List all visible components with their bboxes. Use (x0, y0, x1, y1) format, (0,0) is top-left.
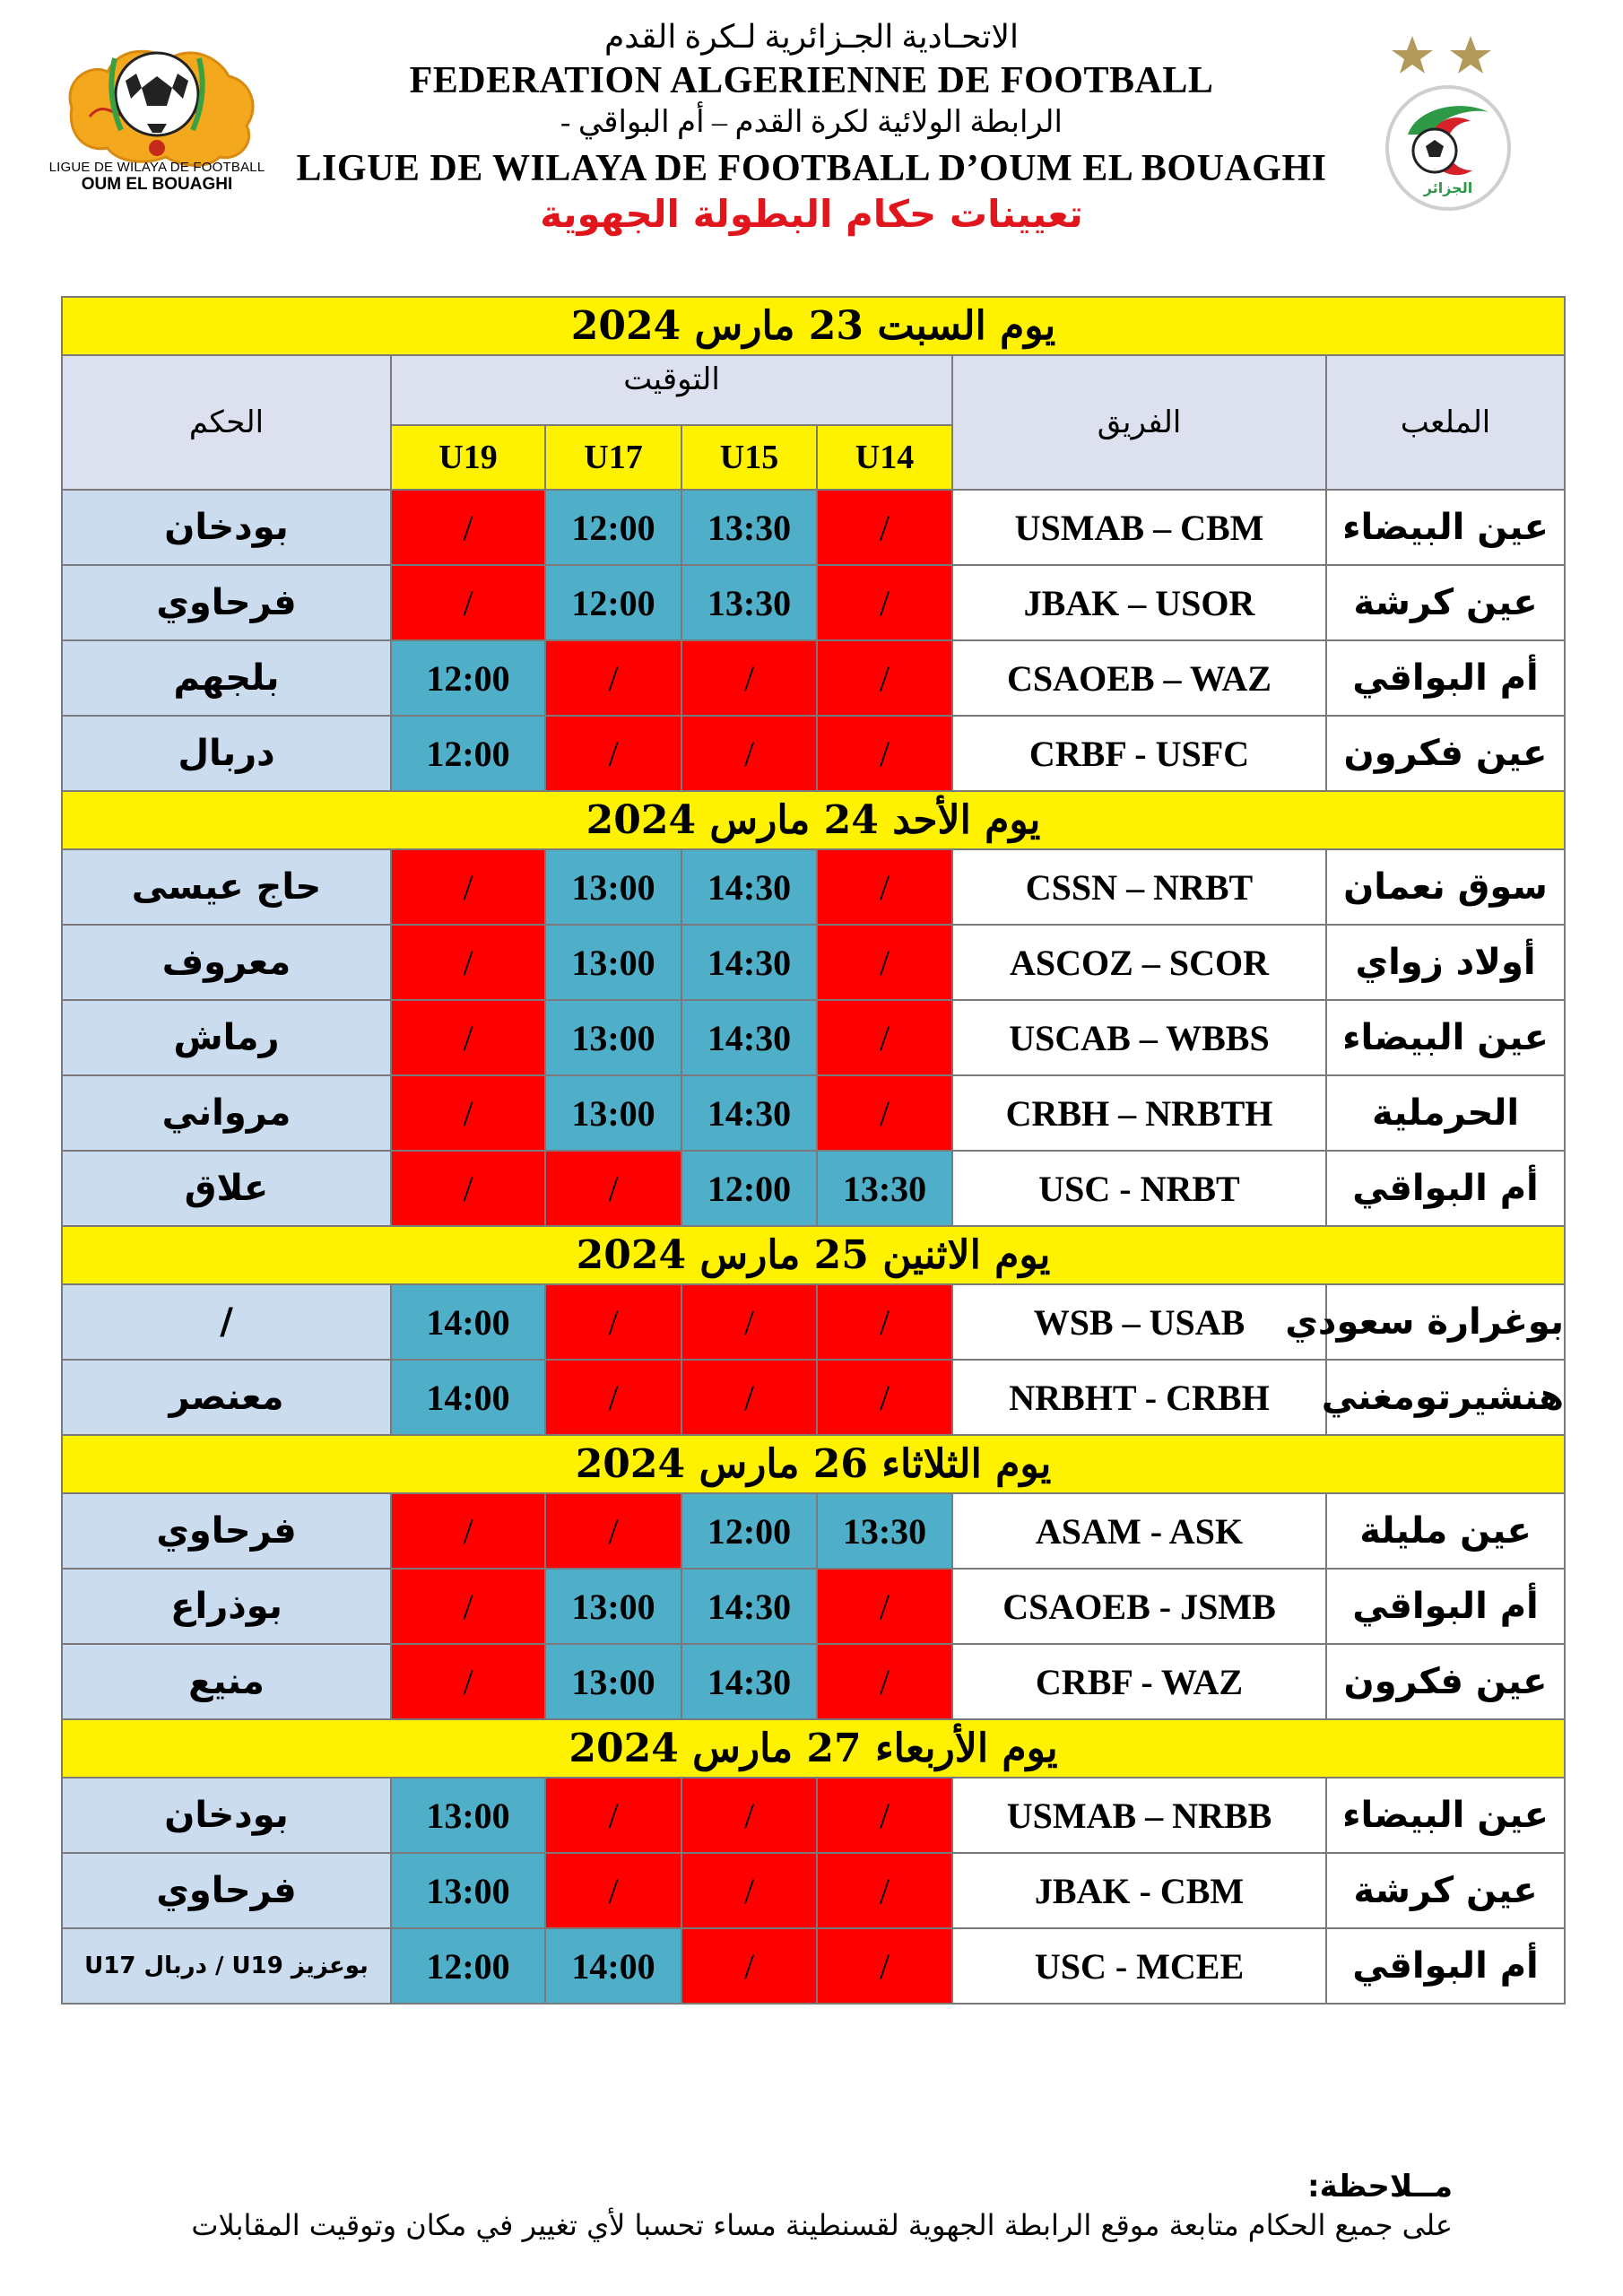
u14-time-cell: / (817, 1853, 952, 1928)
u19-time-cell: / (391, 1151, 545, 1226)
u19-time-cell: / (391, 490, 545, 565)
stadium-cell: أم البواقي (1326, 1151, 1565, 1226)
note-text: على جميع الحكام متابعة موقع الرابطة الجهوية لقسنطينة مساء تحسبا لأي تغيير في مكان وتوقيت المقابلات (191, 2208, 1453, 2242)
referee-cell: بوذراع (62, 1569, 391, 1644)
referee-cell: رماش (62, 1000, 391, 1075)
stadium-cell: عين البيضاء (1326, 1000, 1565, 1075)
stadium-cell: أولاد زواي (1326, 925, 1565, 1000)
stadium-cell: أم البواقي (1326, 640, 1565, 716)
teams-cell: USC - MCEE (952, 1928, 1326, 2004)
u17-time-cell: / (545, 1151, 681, 1226)
referee-cell: منيع (62, 1644, 391, 1719)
referee-cell: علاق (62, 1151, 391, 1226)
referee-cell: بودخان (62, 1778, 391, 1853)
u15-time-cell: / (681, 1928, 817, 2004)
document-title: تعيينات حكام البطولة الجهوية (540, 192, 1083, 236)
u19-time-cell: 14:00 (391, 1284, 545, 1360)
federation-name-fr: FEDERATION ALGERIENNE DE FOOTBALL (409, 60, 1214, 101)
match-row (62, 1075, 1565, 1151)
u19-time-cell: 14:00 (391, 1360, 545, 1435)
stadium-cell: عين البيضاء (1326, 1778, 1565, 1853)
u14-time-cell: / (817, 565, 952, 640)
stadium-cell: أم البواقي (1326, 1928, 1565, 2004)
u14-time-cell: / (817, 925, 952, 1000)
u19-column-header: U19 (391, 425, 545, 490)
u14-time-cell: / (817, 1928, 952, 2004)
u17-time-cell: / (545, 1853, 681, 1928)
page-header (0, 0, 1623, 269)
league-logo-line2: OUM EL BOUAGHI (81, 175, 233, 194)
u17-time-cell: 13:00 (545, 849, 681, 925)
day-row (62, 297, 1565, 355)
referee-cell: معروف (62, 925, 391, 1000)
u19-time-cell: / (391, 1569, 545, 1644)
teams-cell: NRBHT - CRBH (952, 1360, 1326, 1435)
u17-time-cell: / (545, 716, 681, 791)
stadium-cell: سوق نعمان (1326, 849, 1565, 925)
stadium-cell: الحرملية (1326, 1075, 1565, 1151)
referee-cell: / (62, 1284, 391, 1360)
referee-cell: بلجهم (62, 640, 391, 716)
league-name-ar: الرابطة الولائية لكرة القدم – أم البواقي - (560, 106, 1063, 139)
referee-cell: مرواني (62, 1075, 391, 1151)
stadium-cell: عين كرشة (1326, 1853, 1565, 1928)
match-row (62, 1644, 1565, 1719)
day-title: يوم الأحد 24 مارس 2024 (62, 791, 1565, 849)
column-header-row (62, 355, 1565, 425)
stadium-cell: هنشيرتومغني (1326, 1360, 1565, 1435)
match-row (62, 1000, 1565, 1075)
u15-time-cell: / (681, 1284, 817, 1360)
referee-cell: معنصر (62, 1360, 391, 1435)
match-row (62, 490, 1565, 565)
referee-cell: حاج عيسى (62, 849, 391, 925)
u14-time-cell: / (817, 1000, 952, 1075)
u17-time-cell: 13:00 (545, 1644, 681, 1719)
u14-time-cell: / (817, 716, 952, 791)
note (191, 2169, 1453, 2242)
note-title: مــلاحظة: (1307, 2169, 1453, 2205)
day-row (62, 1719, 1565, 1778)
u15-time-cell: 13:30 (681, 490, 817, 565)
u15-time-cell: / (681, 1360, 817, 1435)
league-logo-line1: LIGUE DE WILAYA DE FOOTBALL (48, 160, 265, 175)
referee-cell: بوعزيز U19 / دربال U17 (62, 1928, 391, 2004)
u17-time-cell: / (545, 1778, 681, 1853)
u15-time-cell: 14:30 (681, 849, 817, 925)
u19-time-cell: / (391, 849, 545, 925)
match-row (62, 1151, 1565, 1226)
match-row (62, 1284, 1565, 1360)
teams-cell: USMAB – NRBB (952, 1778, 1326, 1853)
u15-time-cell: 14:30 (681, 1644, 817, 1719)
stadium-cell: عين البيضاء (1326, 490, 1565, 565)
u14-time-cell: / (817, 1284, 952, 1360)
u17-time-cell: 12:00 (545, 565, 681, 640)
u19-time-cell: 12:00 (391, 640, 545, 716)
u15-time-cell: 14:30 (681, 1569, 817, 1644)
day-row (62, 1226, 1565, 1284)
stadium-cell: بوغرارة سعودي (1326, 1284, 1565, 1360)
match-row (62, 849, 1565, 925)
u14-time-cell: / (817, 1360, 952, 1435)
referee-column-header: الحكم (62, 355, 391, 490)
u15-column-header: U15 (681, 425, 817, 490)
u19-time-cell: / (391, 925, 545, 1000)
u17-time-cell: 13:00 (545, 1000, 681, 1075)
match-row (62, 1360, 1565, 1435)
u15-time-cell: 12:00 (681, 1493, 817, 1569)
teams-cell: JBAK – USOR (952, 565, 1326, 640)
referee-cell: بودخان (62, 490, 391, 565)
referee-cell: فرحاوي (62, 1493, 391, 1569)
u17-time-cell: 13:00 (545, 1569, 681, 1644)
u15-time-cell: / (681, 1853, 817, 1928)
match-row (62, 925, 1565, 1000)
federation-name-ar: الاتحـادية الجـزائرية لـكرة القدم (604, 19, 1019, 55)
u17-time-cell: / (545, 640, 681, 716)
stadium-cell: عين مليلة (1326, 1493, 1565, 1569)
day-row (62, 791, 1565, 849)
teams-cell: ASCOZ – SCOR (952, 925, 1326, 1000)
referee-cell: فرحاوي (62, 1853, 391, 1928)
day-title: يوم الثلاثاء 26 مارس 2024 (62, 1435, 1565, 1493)
referee-cell: فرحاوي (62, 565, 391, 640)
u15-time-cell: 14:30 (681, 1075, 817, 1151)
day-title: يوم الأربعاء 27 مارس 2024 (62, 1719, 1565, 1778)
teams-cell: CRBH – NRBTH (952, 1075, 1326, 1151)
u14-time-cell: / (817, 1778, 952, 1853)
match-row (62, 716, 1565, 791)
teams-cell: CSAOEB – WAZ (952, 640, 1326, 716)
u17-time-cell: / (545, 1284, 681, 1360)
u14-time-cell: 13:30 (817, 1493, 952, 1569)
u14-time-cell: / (817, 849, 952, 925)
u17-time-cell: / (545, 1360, 681, 1435)
u15-time-cell: 13:30 (681, 565, 817, 640)
u19-time-cell: / (391, 1644, 545, 1719)
teams-cell: WSB – USAB (952, 1284, 1326, 1360)
team-column-header: الفريق (952, 355, 1326, 490)
u17-time-cell: / (545, 1493, 681, 1569)
u17-time-cell: 14:00 (545, 1928, 681, 2004)
teams-cell: CSSN – NRBT (952, 849, 1326, 925)
teams-cell: CSAOEB - JSMB (952, 1569, 1326, 1644)
day-title: يوم الاثنين 25 مارس 2024 (62, 1226, 1565, 1284)
teams-cell: USMAB – CBM (952, 490, 1326, 565)
stadium-column-header: الملعب (1326, 355, 1565, 490)
match-row (62, 1928, 1565, 2004)
u15-time-cell: / (681, 640, 817, 716)
match-row (62, 1569, 1565, 1644)
u19-time-cell: 12:00 (391, 1928, 545, 2004)
teams-cell: USCAB – WBBS (952, 1000, 1326, 1075)
match-row (62, 1853, 1565, 1928)
u14-time-cell: / (817, 640, 952, 716)
teams-cell: JBAK - CBM (952, 1853, 1326, 1928)
u15-time-cell: 12:00 (681, 1151, 817, 1226)
u15-time-cell: 14:30 (681, 925, 817, 1000)
u19-time-cell: 13:00 (391, 1853, 545, 1928)
match-row (62, 1778, 1565, 1853)
u19-time-cell: / (391, 1000, 545, 1075)
u19-time-cell: / (391, 565, 545, 640)
u14-time-cell: / (817, 490, 952, 565)
u17-column-header: U17 (545, 425, 681, 490)
timing-column-header: التوقيت (391, 355, 952, 425)
u15-time-cell: 14:30 (681, 1000, 817, 1075)
u14-time-cell: / (817, 1075, 952, 1151)
stadium-cell: عين فكرون (1326, 716, 1565, 791)
u17-time-cell: 13:00 (545, 925, 681, 1000)
stadium-cell: عين كرشة (1326, 565, 1565, 640)
referee-cell: دربال (62, 716, 391, 791)
u19-time-cell: 13:00 (391, 1778, 545, 1853)
u19-time-cell: 12:00 (391, 716, 545, 791)
league-name-fr: LIGUE DE WILAYA DE FOOTBALL D’OUM EL BOUAGHI (296, 148, 1327, 189)
faf-logo (1363, 27, 1533, 215)
u14-time-cell: / (817, 1644, 952, 1719)
u15-time-cell: / (681, 716, 817, 791)
day-title: يوم السبت 23 مارس 2024 (62, 297, 1565, 355)
u19-time-cell: / (391, 1075, 545, 1151)
teams-cell: CRBF - USFC (952, 716, 1326, 791)
u14-column-header: U14 (817, 425, 952, 490)
teams-cell: USC - NRBT (952, 1151, 1326, 1226)
match-row (62, 640, 1565, 716)
u14-time-cell: 13:30 (817, 1151, 952, 1226)
teams-cell: CRBF - WAZ (952, 1644, 1326, 1719)
faf-logo-text: الجزائر (1423, 179, 1473, 196)
u17-time-cell: 12:00 (545, 490, 681, 565)
stadium-cell: عين فكرون (1326, 1644, 1565, 1719)
match-row (62, 1493, 1565, 1569)
u15-time-cell: / (681, 1778, 817, 1853)
day-row (62, 1435, 1565, 1493)
u19-time-cell: / (391, 1493, 545, 1569)
schedule-table (61, 296, 1566, 2005)
u14-time-cell: / (817, 1569, 952, 1644)
u17-time-cell: 13:00 (545, 1075, 681, 1151)
teams-cell: ASAM - ASK (952, 1493, 1326, 1569)
match-row (62, 565, 1565, 640)
stadium-cell: أم البواقي (1326, 1569, 1565, 1644)
league-logo-caption (36, 160, 278, 195)
